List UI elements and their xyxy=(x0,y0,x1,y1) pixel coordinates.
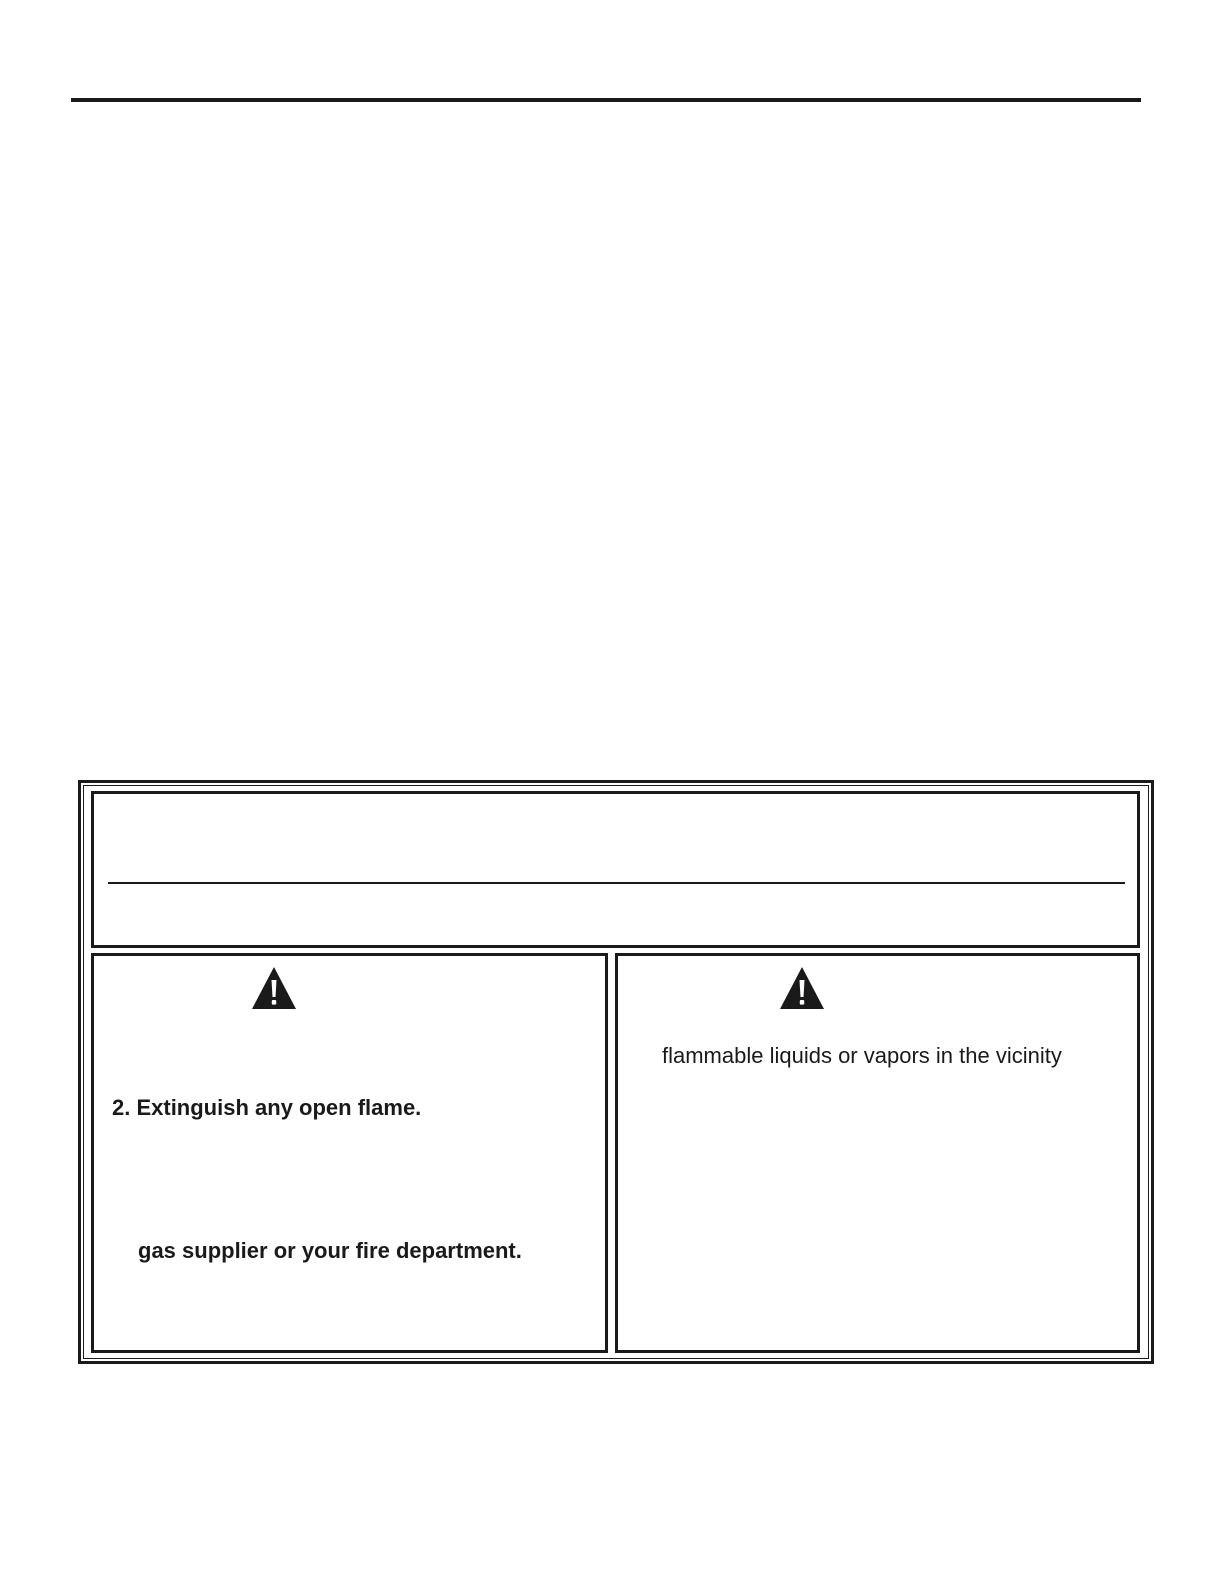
storage-warning-panel xyxy=(615,953,1140,1353)
header-divider-rule xyxy=(71,98,1141,102)
step-call-supplier-continuation: gas supplier or your fire department. xyxy=(138,1238,522,1263)
gas-smell-panel xyxy=(91,953,608,1353)
flammable-vapors-text: flammable liquids or vapors in the vicinity xyxy=(662,1043,1062,1068)
warning-header-panel xyxy=(91,791,1140,948)
step-extinguish-flame: 2. Extinguish any open flame. xyxy=(112,1095,422,1120)
warning-triangle-icon xyxy=(779,966,825,1010)
warning-triangle-icon xyxy=(251,966,297,1010)
warning-header-rule xyxy=(108,882,1125,884)
